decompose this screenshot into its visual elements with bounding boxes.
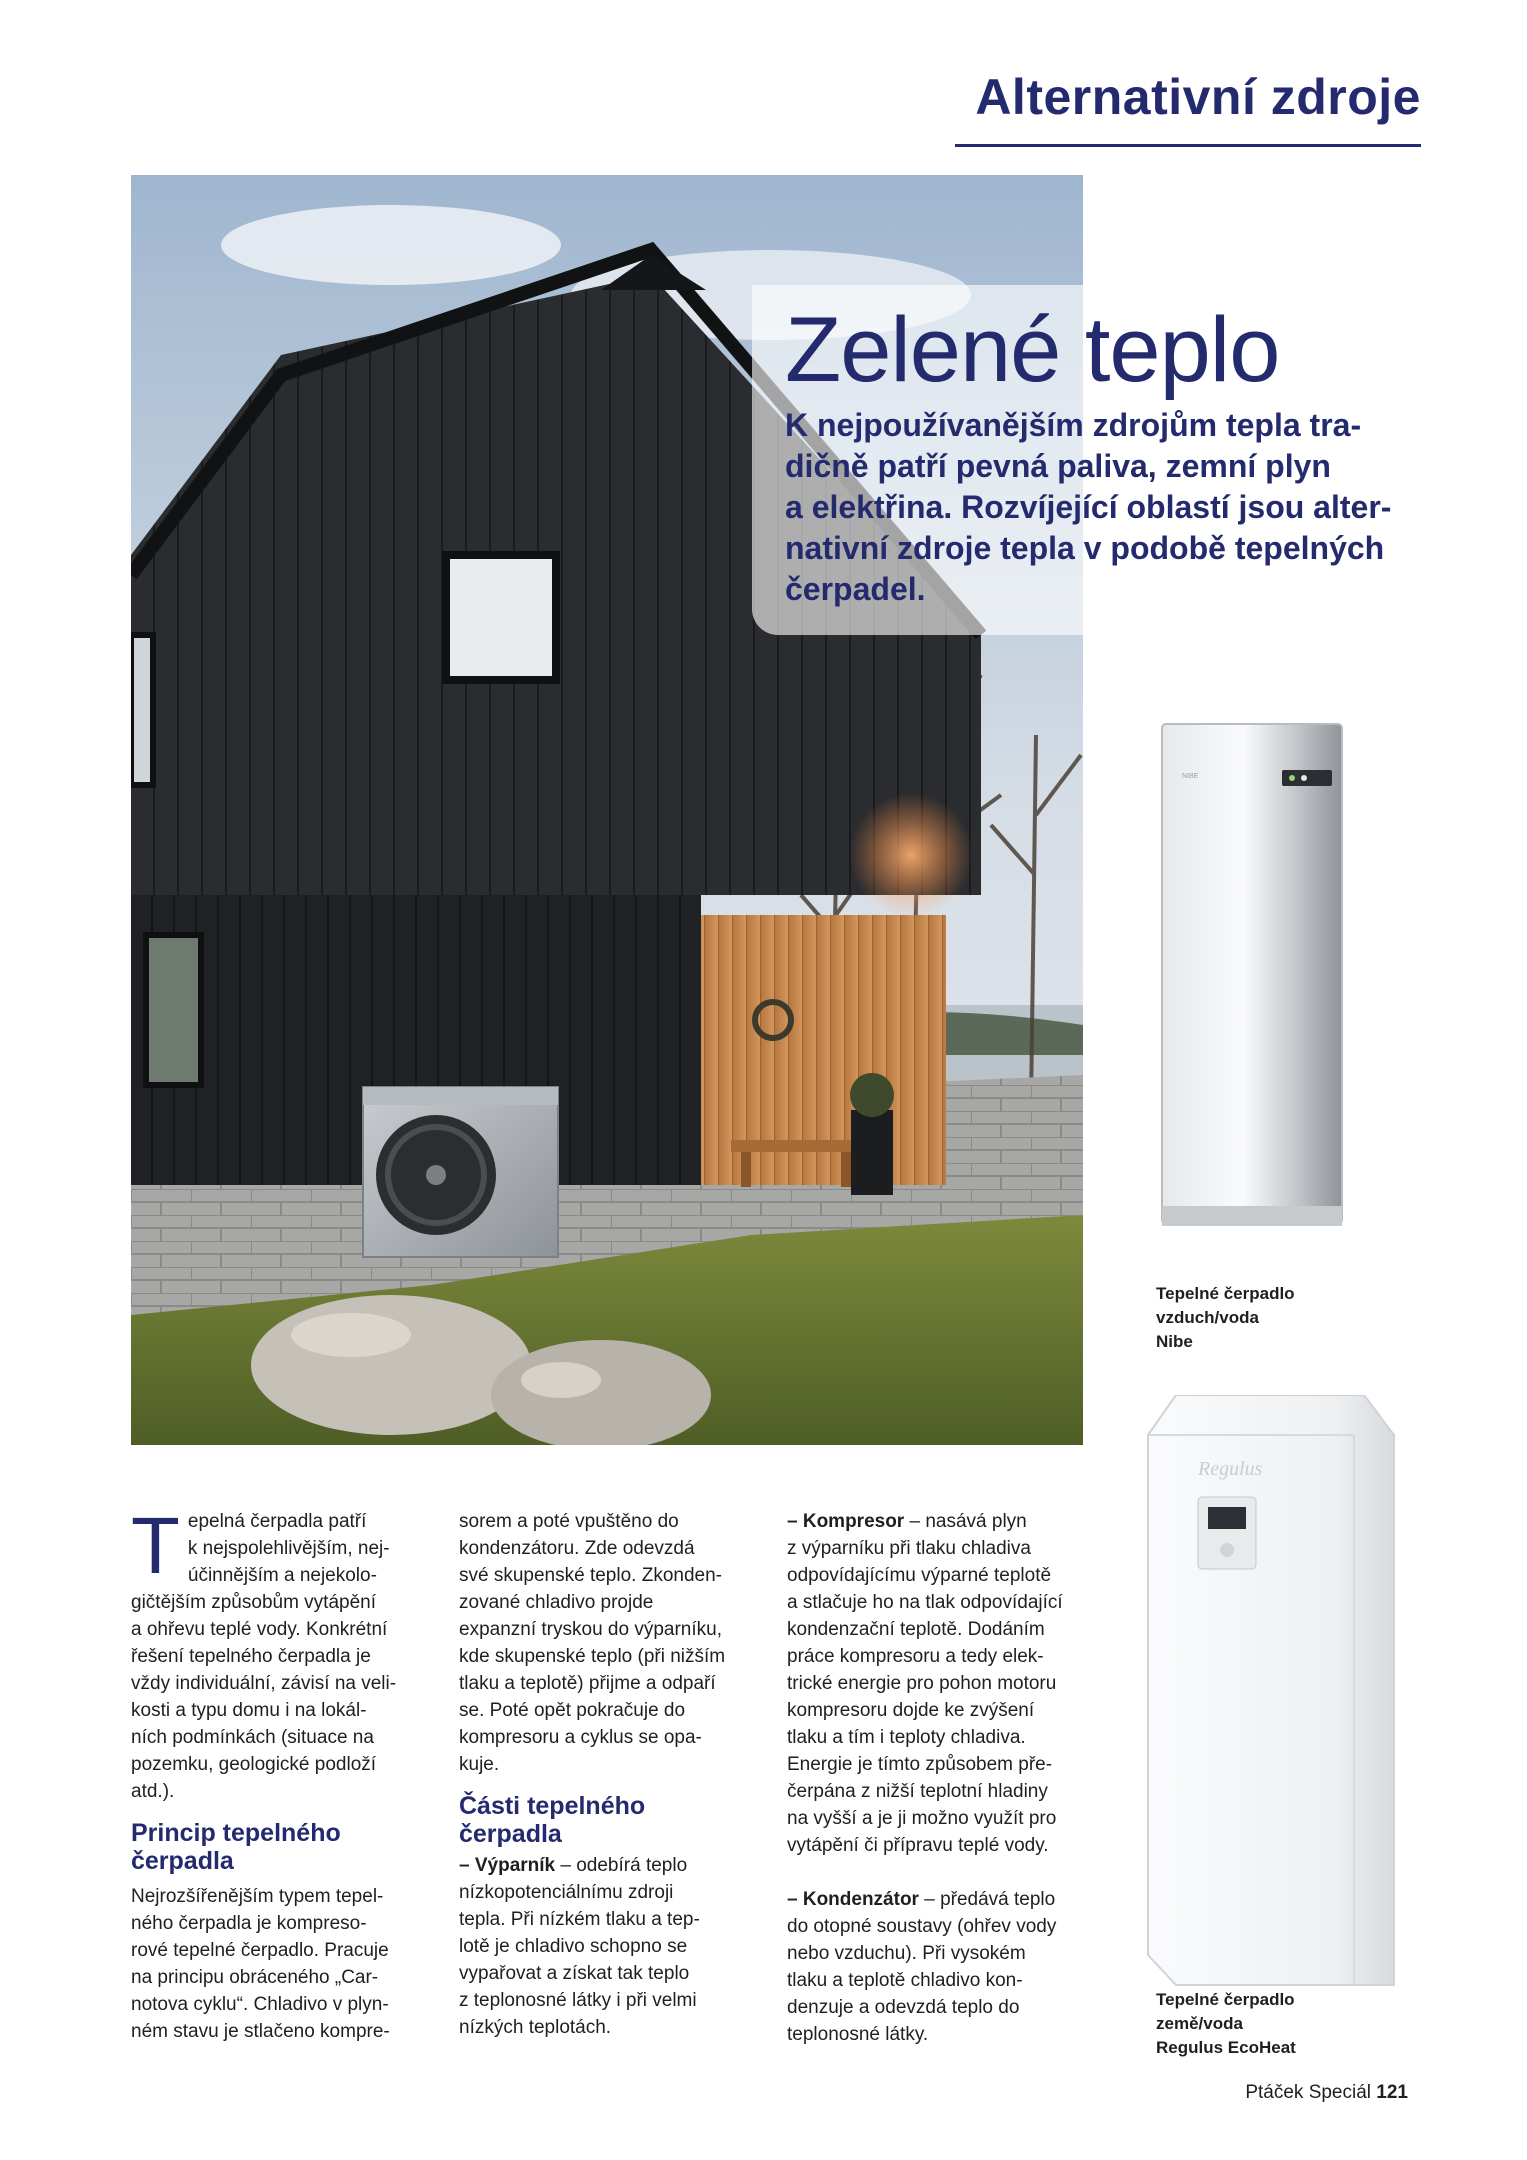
text-line: tlaku a tím i teploty chladiva. (787, 1727, 1026, 1748)
text-line: zované chladivo projde (459, 1592, 654, 1613)
lead-line: a elektřina. Rozvíjející oblastí jsou alter- (785, 489, 1392, 525)
lead-line: čerpadel. (785, 571, 926, 607)
subheading-parts: Části tepelného čerpadla (459, 1792, 646, 1848)
article-column-3 (787, 1508, 1087, 2048)
section-title: Alternativní zdroje (975, 69, 1421, 125)
text-line: lotě je chladivo schopno se (459, 1936, 688, 1957)
text-line: nebo vzduchu). Při vysokém (787, 1943, 1026, 1964)
text-line: epelná čerpadla patří (187, 1511, 367, 1532)
text-line: kosti a typu domu i na lokál- (131, 1700, 367, 1721)
text-line: rové tepelné čerpadlo. Pracuje (131, 1940, 389, 1961)
lead-line: K nejpoužívanějším zdrojům tepla tra- (785, 407, 1362, 443)
caption-line: Regulus EcoHeat (1156, 2038, 1296, 2057)
evaporator-paragraph: – Výparník – odebírá teplo nízkopotenciálnímu zdroji tepla. Při nízkém tlaku a tep- lotě je chladivo schopno se vypařovat a získat tak teplo z teplonosné látky i při velmi nízkých teplotách. (459, 1852, 759, 2041)
svg-text:NIBE: NIBE (1182, 773, 1199, 780)
text-line: k nejspolehlivějším, nej- (187, 1538, 390, 1559)
text-line: trické energie pro pohon motoru (787, 1673, 1057, 1694)
text-line: expanzní tryskou do výparníku, (459, 1619, 722, 1640)
text-line: atd.). (131, 1781, 175, 1802)
section-rule (955, 144, 1421, 147)
text-line: čerpána z nižší teplotní hladiny (787, 1781, 1048, 1802)
text-line: tlaku a teplotě chladivo kon- (787, 1970, 1023, 1991)
caption-line: země/voda (1156, 2014, 1243, 2033)
text-line: kompresoru dojde ke zvýšení (787, 1700, 1035, 1721)
text-line: a stlačuje ho na tlak odpovídající (787, 1592, 1063, 1613)
text-line: a ohřevu teplé vody. Konkrétní (131, 1619, 388, 1640)
text-line: nízkých teplotách. (459, 2017, 612, 2038)
text-line: práce kompresoru a tedy elek- (787, 1646, 1044, 1667)
subheading-principle: Princip tepelného čerpadla (131, 1819, 341, 1875)
lead-line: dičně patří pevná paliva, zemní plyn (785, 448, 1331, 484)
text-line: denzuje a odevzdá teplo do (787, 1997, 1020, 2018)
text-line: z výparníku při tlaku chladiva (787, 1538, 1031, 1559)
article-title: Zelené teplo (785, 299, 1280, 401)
svg-text:Regulus: Regulus (1198, 1458, 1263, 1480)
lead-line: nativní zdroje tepla v podobě tepelných (785, 530, 1385, 566)
text-line: řešení tepelného čerpadla je (131, 1646, 371, 1667)
condenser-paragraph: – Kondenzátor – předává teplo do otopné soustavy (ohřev vody nebo vzduchu). Při vysokém tlaku a teplotě chladivo kon- denzuje a odevzdá teplo do teplonosné látky. (787, 1886, 1087, 2048)
text-line: tlaku a teplotě) přijme a odpaří (459, 1673, 716, 1694)
principle-paragraph (131, 1883, 431, 2045)
text-line: ného čerpadla je kompreso- (131, 1913, 367, 1934)
term-compressor: – Kompresor (787, 1511, 905, 1532)
text-line: gičtějším způsobům vytápění (131, 1592, 377, 1613)
intro-paragraph (131, 1501, 431, 1805)
cycle-paragraph (459, 1508, 759, 1778)
text-line: ních podmínkách (situace na (131, 1727, 374, 1748)
caption-line: vzduch/voda (1156, 1308, 1259, 1327)
text-line: vytápění či přípravu teplé vody. (787, 1835, 1049, 1856)
text-line: na vyšší a je ji možno využít pro (787, 1808, 1057, 1829)
product-image-nibe (1152, 720, 1354, 1250)
text-line: kondenzátoru. Zde odevzdá (459, 1538, 695, 1559)
text-line: účinnějším a nejekolo- (187, 1565, 377, 1586)
term-condenser: – Kondenzátor (787, 1889, 919, 1910)
text-line: ném stavu je stlačeno kompre- (131, 2021, 390, 2042)
product-image-regulus (1146, 1395, 1396, 2000)
text-line: vypařovat a získat tak teplo (459, 1963, 690, 1984)
drop-cap: T (131, 1501, 180, 1590)
text-line: do otopné soustavy (ohřev vody (787, 1916, 1057, 1937)
article-column-2 (459, 1508, 759, 2041)
text-line: teplonosné látky. (787, 2024, 929, 2045)
page-number: 121 (1376, 2082, 1408, 2103)
article-lead (785, 405, 1425, 610)
text-line: na principu obráceného „Car- (131, 1967, 379, 1988)
product-caption-nibe (1156, 1282, 1295, 1354)
text-line: vždy individuální, závisí na veli- (131, 1673, 397, 1694)
product-caption-regulus (1156, 1988, 1296, 2060)
text-line: notova cyklu“. Chladivo v plyn- (131, 1994, 389, 2015)
text-line: své skupenské teplo. Zkonden- (459, 1565, 722, 1586)
text-line: kondenzační teplotě. Dodáním (787, 1619, 1045, 1640)
text-line: kde skupenské teplo (při nižším (459, 1646, 726, 1667)
text-line: z teplonosné látky i při velmi (459, 1990, 697, 2011)
compressor-paragraph: – Kompresor – nasává plyn z výparníku při tlaku chladiva odpovídajícímu výparné teplotě a stlačuje ho na tlak odpovídající kondenzační teplotě. Dodáním práce kompresoru a tedy elek- trické energie pro pohon motoru kompresoru dojde ke zvýšení tlaku a tím i teploty chladiva. Energie je tímto způsobem pře- čerpána z nižší teplotní hladiny na vyšší a je ji možno využít pro vytápění či přípravu teplé vody. (787, 1508, 1087, 1859)
article-column-1 (131, 1501, 431, 2045)
text-line: Energie je tímto způsobem pře- (787, 1754, 1053, 1775)
text-line: Nejrozšířenějším typem tepel- (131, 1886, 384, 1907)
text-line: tepla. Při nízkém tlaku a tep- (459, 1909, 700, 1930)
caption-line: Nibe (1156, 1332, 1193, 1351)
publication-name: Ptáček Speciál (1245, 2082, 1372, 2103)
text-line: kuje. (459, 1754, 500, 1775)
text-line: odpovídajícímu výparné teplotě (787, 1565, 1052, 1586)
text-line: kompresoru a cyklus se opa- (459, 1727, 702, 1748)
text-line: pozemku, geologické podloží (131, 1754, 377, 1775)
text-line: sorem a poté vpuštěno do (459, 1511, 679, 1532)
caption-line: Tepelné čerpadlo (1156, 1990, 1295, 2009)
text-line: nízkopotenciálnímu zdroji (459, 1882, 674, 1903)
caption-line: Tepelné čerpadlo (1156, 1284, 1295, 1303)
term-evaporator: – Výparník (459, 1855, 556, 1876)
page-folio (1245, 2082, 1408, 2104)
text-line: se. Poté opět pokračuje do (459, 1700, 686, 1721)
